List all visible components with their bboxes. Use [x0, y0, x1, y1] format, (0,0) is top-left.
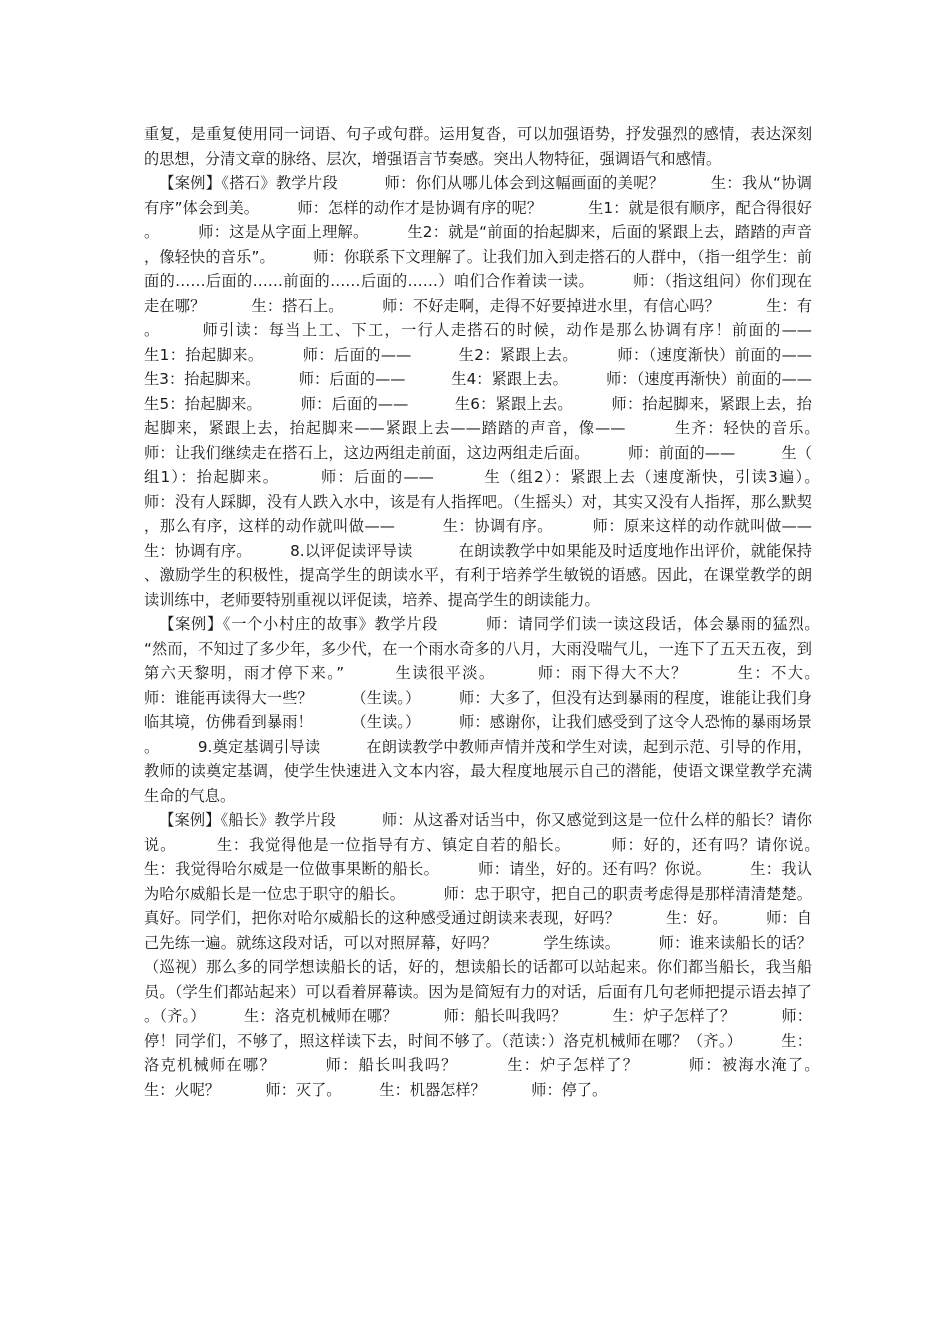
paragraph-case-dashi: 【案例】《搭石》教学片段 师：你们从哪儿体会到这幅画面的美呢？ 生：我从“协调有序”体会到美。 师：怎样的动作才是协调有序的呢？ 生1：就是很有顺序，配合得很好。 师：这是从字面上理解。 生2：就是“前面的抬起脚来，后面的紧跟上去，踏踏的声音，像轻快的音乐”。 师：你联系下文理解了。让我们加入到走搭石的人群中，（指一组学生：前面的……后面的……前面的……后面的……）咱们合作着读一读。 师：（指这组问）你们现在走在哪？ 生：搭石上。 师：不好走啊，走得不好要掉进水里，有信心吗？ 生：有。 师引读：每当上工、下工，一行人走搭石的时候，动作是那么协调有序！前面的—— 生1：抬起脚来。 师：后面的—— 生2：紧跟上去。 师：（速度渐快）前面的—— 生3：抬起脚来。 师：后面的—— 生4：紧跟上去。 师：（速度再渐快）前面的—— 生5：抬起脚来。 师：后面的—— 生6：紧跟上去。 师：抬起脚来，紧跟上去，抬起脚来，紧跟上去，抬起脚来——紧跟上去——踏踏的声音，像—— 生齐：轻快的音乐。 师：让我们继续走在搭石上，这边两组走前面，这边两组走后面。 师：前面的—— 生（组1）：抬起脚来。 师：后面的—— 生（组2）：紧跟上去（速度渐快，引读3遍）。 师：没有人踩脚，没有人跌入水中，该是有人指挥吧。（生摇头）对，其实又没有人指挥，那么默契，那么有序，这样的动作就叫做—— 生：协调有序。 师：原来这样的动作就叫做—— 生：协调有序。 8.以评促读评导读 在朗读教学中如果能及时适度地作出评价，就能保持、激励学生的积极性，提高学生的朗读水平，有利于培养学生敏锐的语感。因此，在课堂教学的朗读训练中，老师要特别重视以评促读，培养、提高学生的朗读能力。 — [144, 174, 858, 609]
document-body — [144, 122, 858, 1102]
paragraph-case-captain: 【案例】《船长》教学片段 师：从这番对话当中，你又感觉到这是一位什么样的船长？请你说。 生：我觉得他是一位指导有方、镇定自若的船长。 师：好的，还有吗？请你说。 生：我觉得哈尔威是一位做事果断的船长。 师：请坐，好的。还有吗？你说。 生：我认为哈尔威船长是一位忠于职守的船长。 师：忠于职守，把自己的职责考虑得是那样清清楚楚。真好。同学们，把你对哈尔威船长的这种感受通过朗读来表现，好吗？ 生：好。 师：自己先练一遍。就练这段对话，可以对照屏幕，好吗？ 学生练读。 师：谁来读船长的话？（巡视）那么多的同学想读船长的话，好的，想读船长的话都可以站起来。你们都当船长，我当船员。（学生们都站起来）可以看着屏幕读。因为是简短有力的对话，后面有几句老师把提示语去掉了。（齐。） 生：洛克机械师在哪？ 师：船长叫我吗？ 生：炉子怎样了？ 师：停！同学们，不够了，照这样读下去，时间不够了。（范读：）洛克机械师在哪？（齐。） 生：洛克机械师在哪？ 师：船长叫我吗？ 生：炉子怎样了？ 师：被海水淹了。 生：火呢？ 师：灭了。 生：机器怎样？ 师：停了。 — [144, 811, 858, 1099]
paragraph-case-village-story: 【案例】《一个小村庄的故事》教学片段 师：请同学们读一读这段话，体会暴雨的猛烈。 “然而，不知过了多少年，多少代，在一个雨水奇多的八月，大雨没喘气儿，一连下了五天五夜，到第六天黎明，雨才停下来。” 生读很平淡。 师：雨下得大不大？ 生：不大。 师：谁能再读得大一些？ （生读。） 师：大多了，但没有达到暴雨的程度，谁能让我们身临其境，仿佛看到暴雨！ （生读。） 师：感谢你，让我们感受到了这令人恐怖的暴雨场景。 9.奠定基调引导读 在朗读教学中教师声情并茂和学生对读，起到示范、引导的作用，教师的读奠定基调，使学生快速进入文本内容，最大程度地展示自己的潜能，使语文课堂教学充满生命的气息。 — [144, 615, 858, 805]
paragraph-repetition-definition: 重复，是重复使用同一词语、句子或句群。运用复沓，可以加强语势，抒发强烈的感情，表达深刻的思想，分清文章的脉络、层次，增强语言节奏感。突出人物特征，强调语气和感情。 — [144, 125, 812, 168]
